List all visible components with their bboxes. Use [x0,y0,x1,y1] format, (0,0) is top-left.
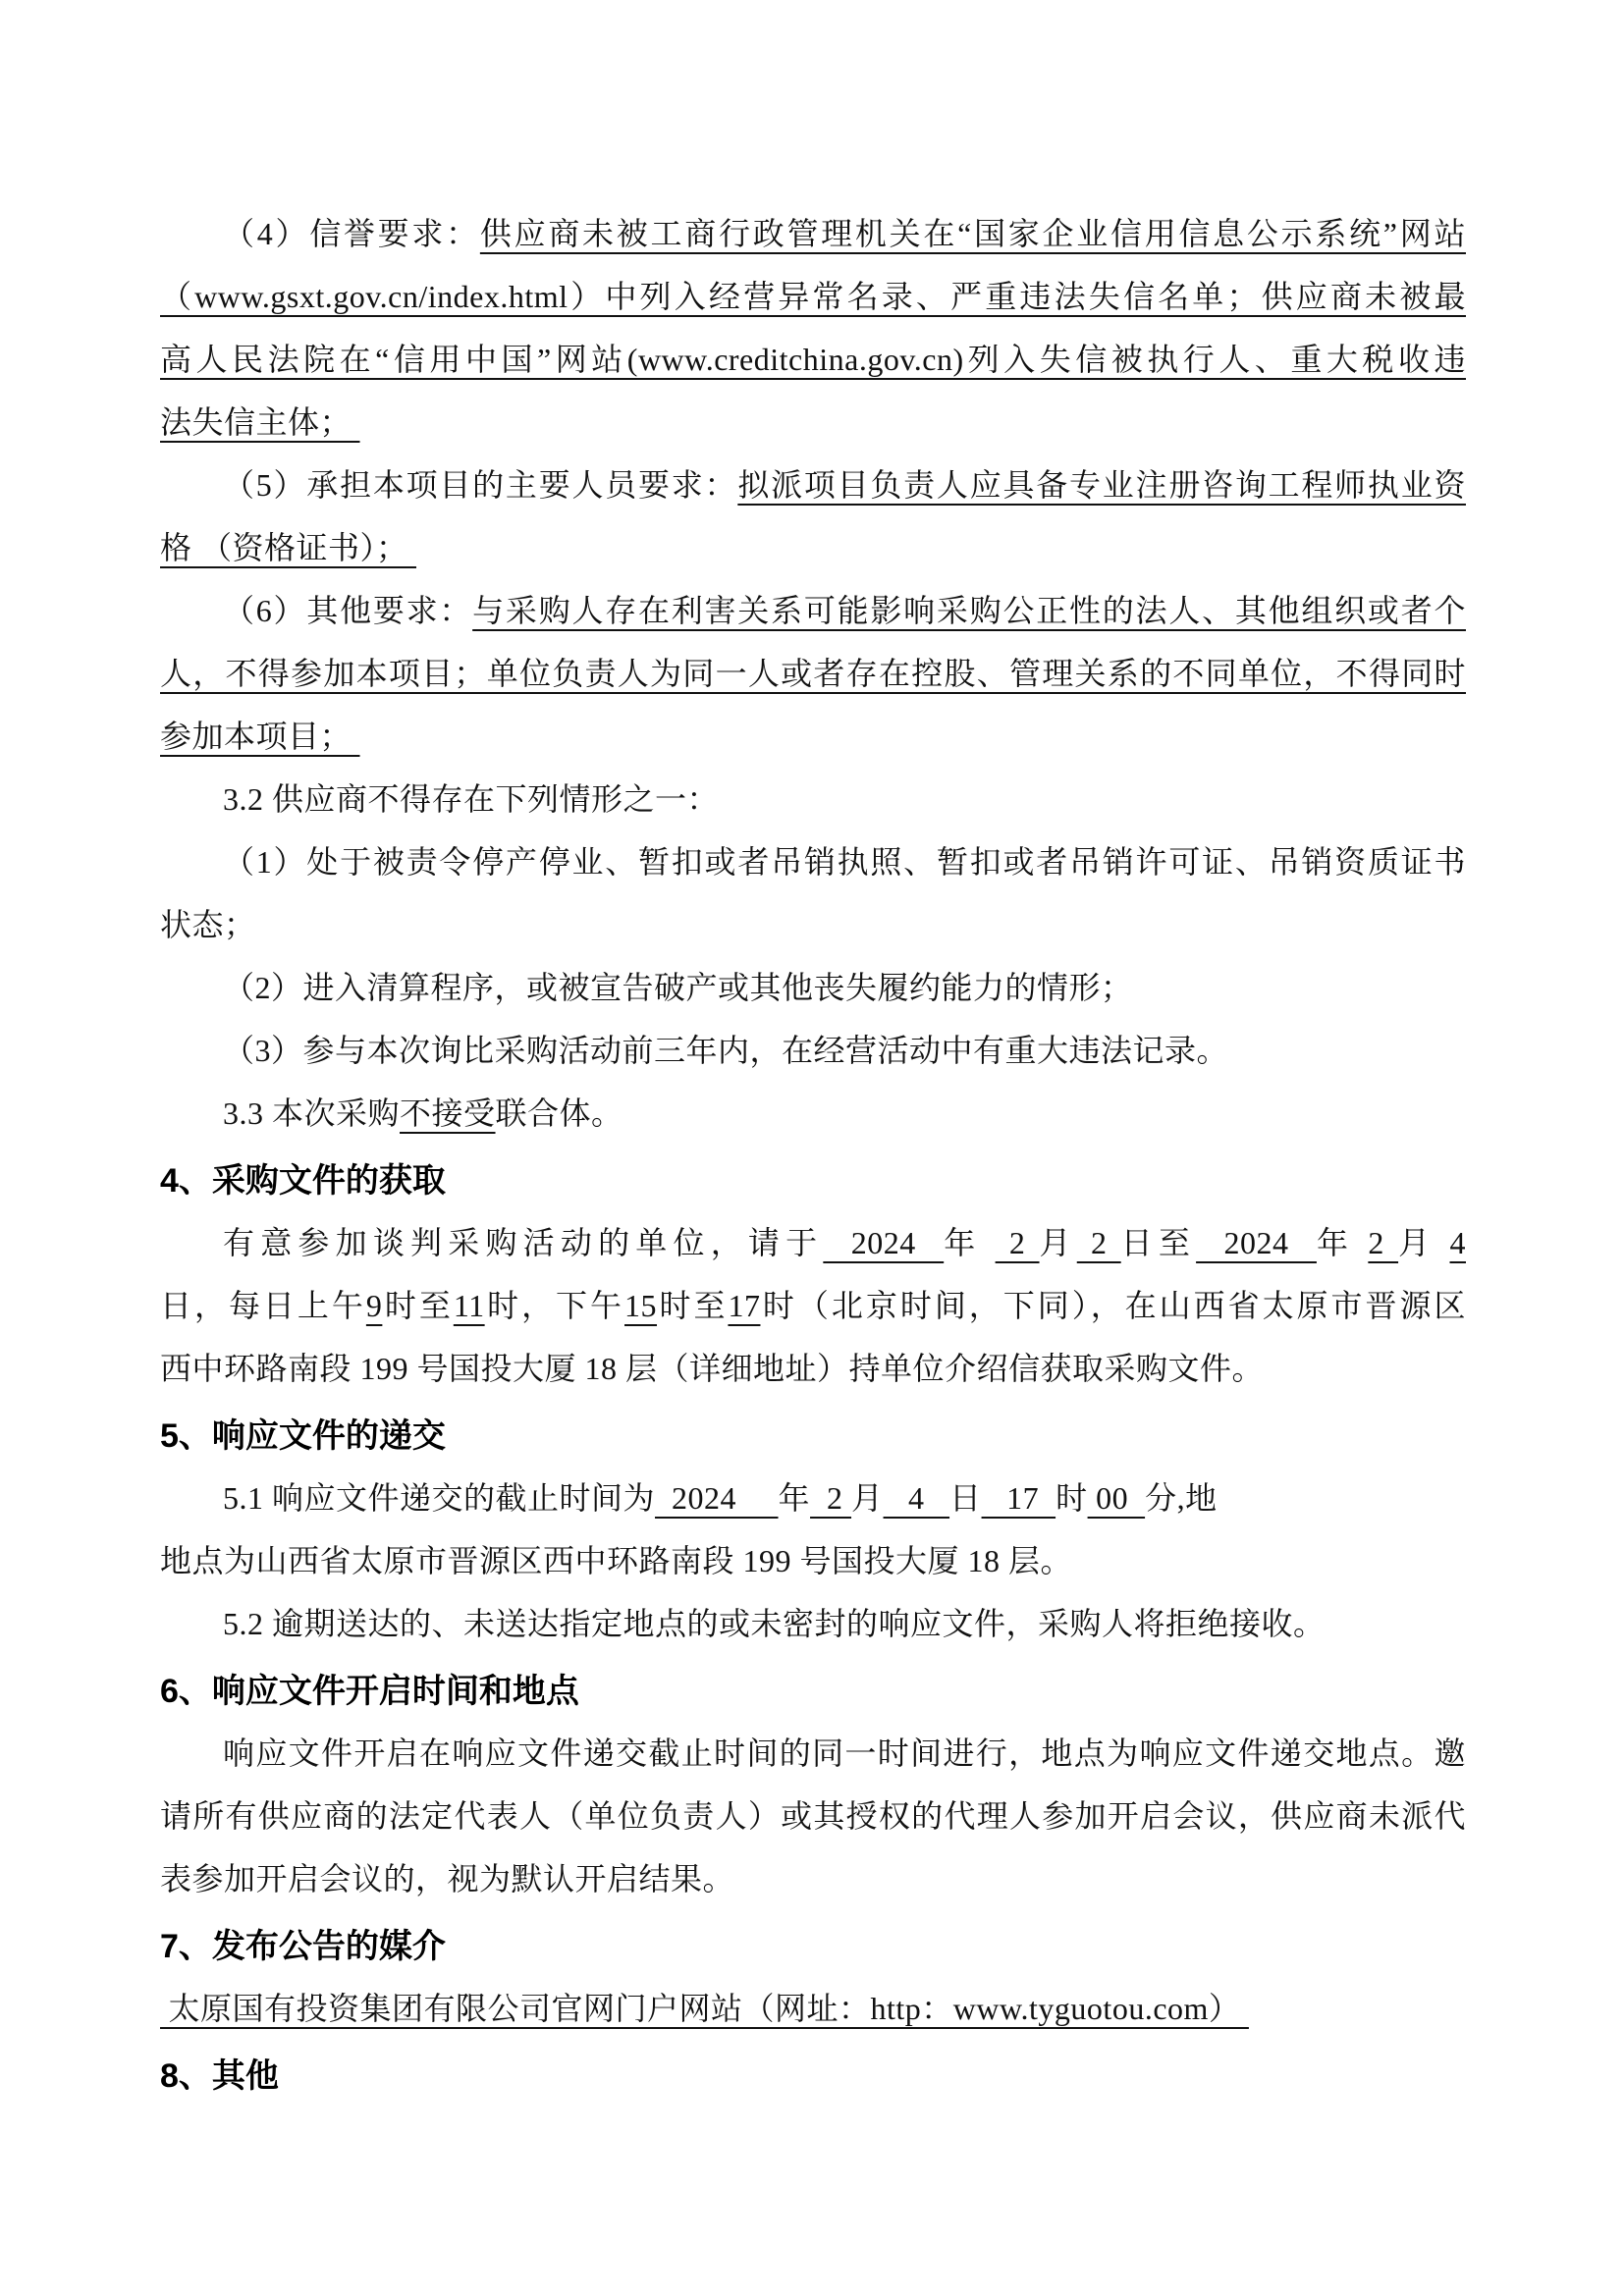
text-run: 年 [944,1225,996,1260]
paragraph [160,956,1466,1019]
text-run: 分,地 [1145,1480,1218,1516]
paragraph [160,202,1466,454]
text-run: 5.1 响应文件递交的截止时间为 [223,1480,656,1516]
text-line [160,893,1466,956]
text-run: （5）承担本项目的主要人员要求： [223,467,738,503]
underlined-text: 人，不得参加本项目；单位负责人为同一人或者存在控股、管理关系的不同单位，不得同时 [160,656,1466,691]
text-run: 响应文件开启在响应文件递交截止时间的同一时间进行，地点为响应文件递交地点。邀 [223,1735,1466,1771]
text-run: 年 [778,1480,811,1516]
paragraph [160,1082,1466,1145]
text-run: 日 [949,1480,982,1516]
text-run: 时（北京时间，下同），在山西省太原市晋源区 [760,1288,1466,1323]
underlined-text: 拟派项目负责人应具备专业注册咨询工程师执业资 [737,467,1466,503]
underlined-text: 供应商未被工商行政管理机关在“国家企业信用信息公示系统”网站 [479,216,1466,251]
paragraph [160,454,1466,579]
text-line [160,579,1466,642]
underlined-text: 不接受 [400,1095,496,1131]
underlined-text: 11 [453,1288,485,1323]
text-run: 时至 [382,1288,454,1323]
text-line [160,1274,1466,1337]
text-run: 联合体。 [495,1095,623,1131]
text-line [160,1722,1466,1785]
text-run: 状态； [160,907,256,942]
underlined-text: 4 [883,1480,950,1516]
underlined-text: 17 [981,1480,1056,1516]
text-run: （1）处于被责令停产停业、暂扣或者吊销执照、暂扣或者吊销许可证、吊销资质证书 [223,844,1466,880]
paragraph [160,768,1466,830]
underlined-text: 格 （资格证书）； [160,530,417,565]
paragraph [160,830,1466,956]
underlined-text: 2024 [1196,1225,1317,1260]
text-run: 3.3 本次采购 [223,1095,401,1131]
text-line [160,830,1466,893]
paragraph [160,1019,1466,1082]
text-line [160,1529,1466,1592]
underlined-text: （www.gsxt.gov.cn/index.html）中列入经营异常名录、严重违法失信名单；供应商未被最 [160,279,1466,314]
underlined-text: 高人民法院在“信用中国”网站(www.creditchina.gov.cn)列入失信被执行人、重大税收违 [160,342,1466,377]
text-line [160,1977,1466,2040]
text-line [160,1337,1466,1400]
text-run: 月 [1398,1225,1450,1260]
text-run: 西中环路南段 199 号国投大厦 18 层（详细地址）持单位介绍信获取采购文件。 [160,1351,1265,1386]
section-heading: 8、其他 [160,2057,279,2095]
text-line [160,265,1466,328]
section-heading: 7、发布公告的媒介 [160,1928,446,1965]
underlined-text: 2 [1076,1225,1121,1260]
text-line [160,391,1466,454]
text-line [160,516,1466,579]
text-run: （6）其他要求： [223,593,473,628]
text-line [160,956,1466,1019]
text-run: （2）进入清算程序，或被宣告破产或其他丧失履约能力的情形； [223,970,1133,1005]
text-run: 日，每日上午 [160,1288,366,1323]
paragraph [160,1211,1466,1400]
text-run: 请所有供应商的法定代表人（单位负责人）或其授权的代理人参加开启会议，供应商未派代 [160,1798,1466,1834]
underlined-text: 2 [810,1480,852,1516]
text-line [160,202,1466,265]
section-heading: 6、响应文件开启时间和地点 [160,1673,579,1710]
text-line [160,1785,1466,1847]
underlined-text: 9 [365,1288,383,1323]
text-run: 年 [1316,1225,1369,1260]
paragraph [160,579,1466,768]
underlined-text: 17 [728,1288,761,1323]
paragraph [160,1722,1466,1910]
text-run: 时至 [657,1288,729,1323]
text-line [160,1082,1466,1145]
text-line [160,1592,1466,1655]
text-run: （3）参与本次询比采购活动前三年内，在经营活动中有重大违法记录。 [223,1033,1229,1068]
underlined-text: 法失信主体； [160,404,360,440]
text-line [160,1211,1466,1274]
text-line [160,642,1466,705]
text-run: 时 [1056,1480,1088,1516]
section-heading: 4、采购文件的获取 [160,1162,446,1200]
text-run: （4）信誉要求： [223,216,480,251]
text-run: 时，下午 [484,1288,625,1323]
text-run: 月 [851,1480,884,1516]
paragraph [160,1977,1466,2040]
underlined-text: 2024 [823,1225,945,1260]
text-line [160,768,1466,830]
text-run: 地点为山西省太原市晋源区西中环路南段 199 号国投大厦 18 层。 [160,1543,1073,1578]
underlined-text: 2 [995,1225,1040,1260]
text-line [160,1467,1466,1529]
document-content [160,202,1466,2107]
text-run: 3.2 供应商不得存在下列情形之一： [223,781,720,817]
underlined-text: 2 [1368,1225,1399,1260]
paragraph [160,1467,1466,1655]
text-line [160,328,1466,391]
text-run: 月 [1039,1225,1077,1260]
text-line [160,1847,1466,1910]
text-run: 表参加开启会议的，视为默认开启结果。 [160,1861,735,1896]
section-heading: 5、响应文件的递交 [160,1417,446,1455]
text-line [160,1019,1466,1082]
underlined-text: 4 [1449,1225,1466,1260]
underlined-text: 15 [624,1288,658,1323]
underlined-text: 太原国有投资集团有限公司官网门户网站（网址：http：www.tyguotou.com） [160,1991,1249,2026]
underlined-text: 参加本项目； [160,719,360,754]
underlined-text: 00 [1087,1480,1146,1516]
text-line [160,705,1466,768]
text-run: 日至 [1120,1225,1197,1260]
text-line [160,454,1466,516]
underlined-text: 与采购人存在利害关系可能影响采购公正性的法人、其他组织或者个 [472,593,1466,628]
text-run: 5.2 逾期送达的、未送达指定地点的或未密封的响应文件，采购人将拒绝接收。 [223,1606,1326,1641]
underlined-text: 2024 [655,1480,779,1516]
text-run: 有意参加谈判采购活动的单位，请于 [223,1225,824,1260]
